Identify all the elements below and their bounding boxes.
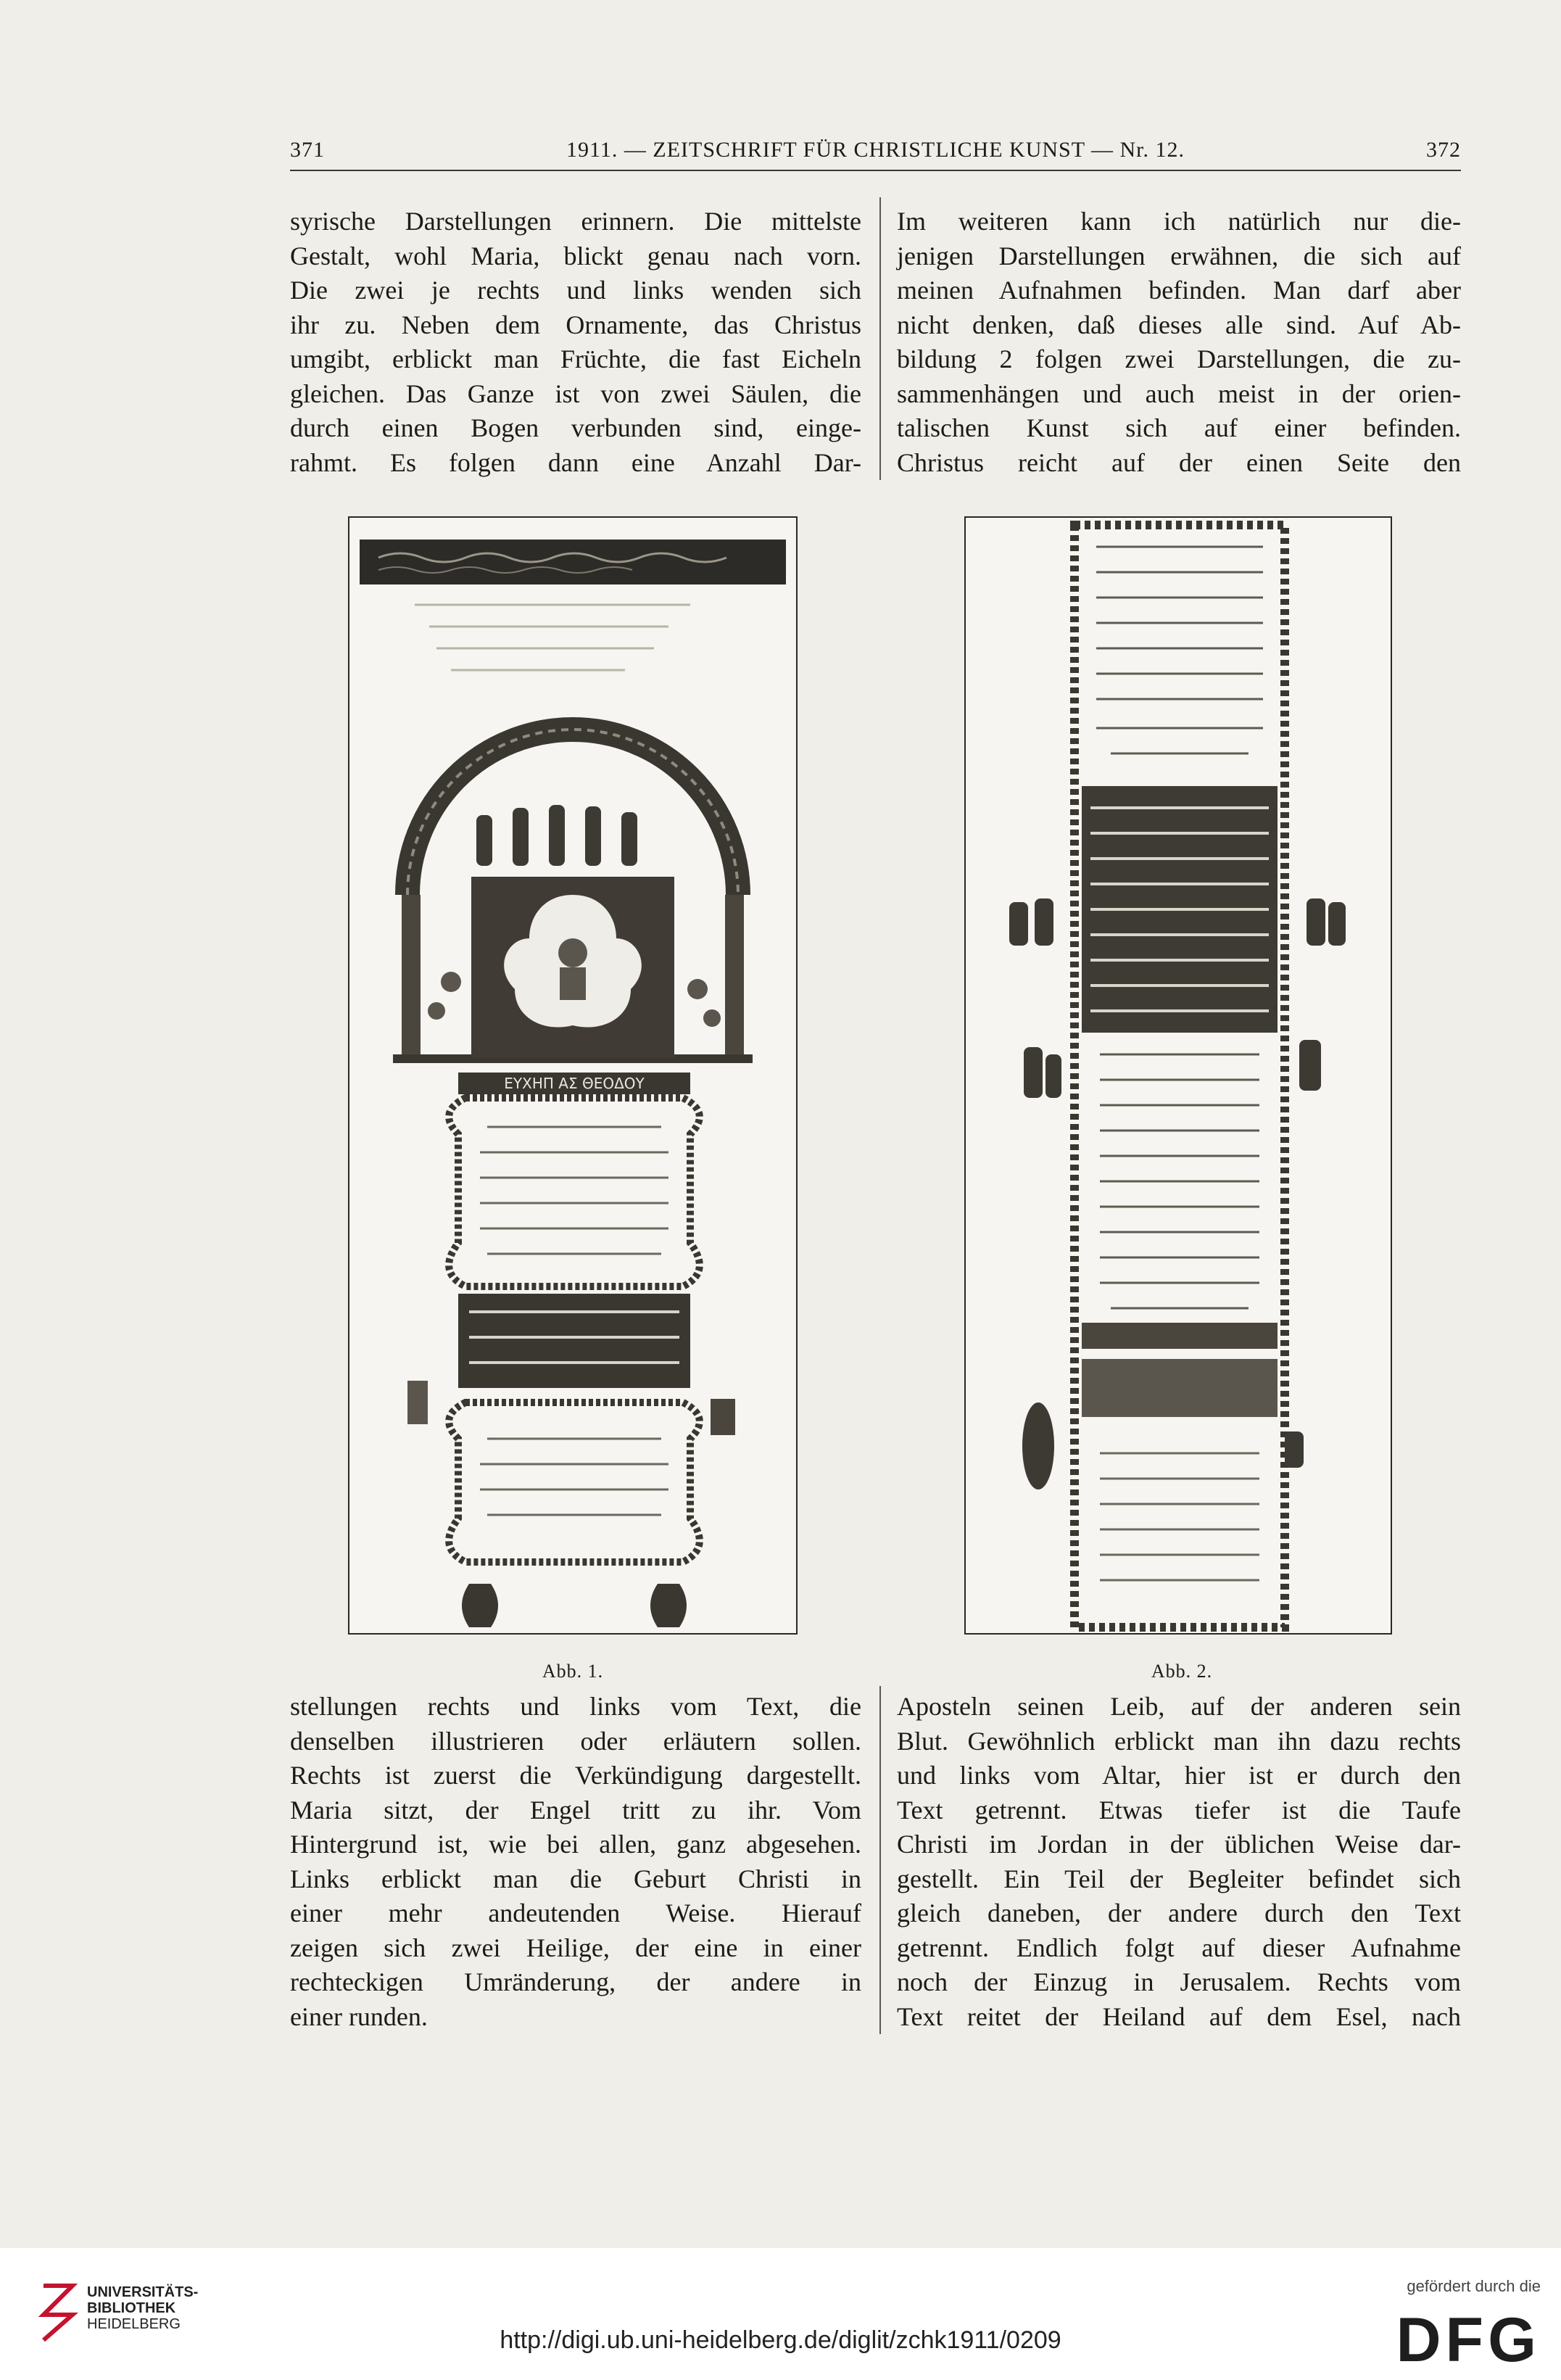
page-number-right: 372 (1426, 138, 1461, 162)
library-line: HEIDELBERG (87, 2316, 181, 2332)
text-line: zeigen sich zwei Heilige, der eine in einer (290, 1933, 861, 1962)
figure-abb-1 (348, 516, 798, 1635)
caption-abb-2: Abb. 2. (1151, 1661, 1213, 1682)
manuscript-plate-2 (966, 518, 1391, 1633)
text-line: Hintergrund ist, wie bei allen, ganz abgesehen. (290, 1830, 861, 1859)
manuscript-plate-1 (349, 518, 796, 1633)
text-line: Die zwei je rechts und links wenden sich (290, 276, 861, 305)
column-rule-lower (879, 1686, 881, 2034)
caption-abb-1: Abb. 1. (542, 1661, 604, 1682)
upper-right-column (897, 204, 1461, 480)
text-line: Christus reicht auf der einen Seite den (897, 447, 1461, 477)
upper-left-column (290, 204, 861, 480)
text-line: gestellt. Ein Teil der Begleiter befindet sich (897, 1864, 1461, 1893)
page-number-left: 371 (290, 138, 325, 162)
text-line: ihr zu. Neben dem Ornamente, das Christus (290, 310, 861, 339)
text-line: Text getrennt. Etwas tiefer ist die Taufe (897, 1795, 1461, 1825)
column-rule-upper (879, 197, 881, 480)
lower-right-column (897, 1690, 1461, 2034)
running-head (290, 138, 1461, 170)
text-line: Rechts ist zuerst die Verkündigung dargestellt. (290, 1761, 861, 1790)
university-library-name (87, 2284, 198, 2332)
text-line: stellungen rechts und links vom Text, die (290, 1692, 861, 1721)
text-line: Links erblickt man die Geburt Christi in (290, 1864, 861, 1893)
text-line: rechteckigen Umränderung, der andere in (290, 1967, 861, 1996)
journal-title: 1911. — ZEITSCHRIFT FÜR CHRISTLICHE KUNST — Nr. 12. (566, 138, 1185, 162)
lower-left-column (290, 1690, 861, 2034)
text-line: Maria sitzt, der Engel tritt zu ihr. Vom (290, 1795, 861, 1825)
text-line: gleichen. Das Ganze ist von zwei Säulen, die (290, 379, 861, 408)
text-line: Christi im Jordan in der üblichen Weise dar- (897, 1830, 1461, 1859)
text-line: gleich daneben, der andere durch den Text (897, 1898, 1461, 1927)
text-line: Gestalt, wohl Maria, blickt genau nach vorn. (290, 241, 861, 270)
text-line: einer mehr andeutenden Weise. Hierauf (290, 1898, 861, 1927)
dfg-logo: DFG (1396, 2305, 1541, 2375)
text-line: rahmt. Es folgen dann eine Anzahl Dar- (290, 447, 861, 477)
text-line: syrische Darstellungen erinnern. Die mittelste (290, 207, 861, 236)
text-line: Text reitet der Heiland auf dem Esel, nach (897, 2001, 1461, 2031)
text-line: umgibt, erblickt man Früchte, die fast Eicheln (290, 344, 861, 373)
text-line: jenigen Darstellungen erwähnen, die sich auf (897, 241, 1461, 270)
text-line: denselben illustrieren oder erläutern sollen. (290, 1726, 861, 1756)
text-line: noch der Einzug in Jerusalem. Rechts vom (897, 1967, 1461, 1996)
permalink-url[interactable]: http://digi.ub.uni-heidelberg.de/diglit/zchk1911/0209 (500, 2326, 1061, 2354)
library-line: BIBLIOTHEK (87, 2300, 176, 2316)
text-line: und links vom Altar, hier ist er durch den (897, 1761, 1461, 1790)
text-line: meinen Aufnahmen befinden. Man darf aber (897, 276, 1461, 305)
text-line: Im weiteren kann ich natürlich nur die- (897, 207, 1461, 236)
text-line: talischen Kunst sich auf einer befinden. (897, 413, 1461, 442)
digitization-footer (0, 2248, 1561, 2380)
text-line: getrennt. Endlich folgt auf dieser Aufnahme (897, 1933, 1461, 1962)
figure-abb-2 (964, 516, 1392, 1635)
text-line: Blut. Gewöhnlich erblickt man ihn dazu rechts (897, 1726, 1461, 1756)
text-line: durch einen Bogen verbunden sind, einge- (290, 413, 861, 442)
plate-label: ΕΥΧΗΠ ΑΣ ΘΕΟΔΟΥ (504, 1075, 645, 1092)
funding-note: gefördert durch die (1407, 2277, 1541, 2295)
text-line: einer runden. (290, 2001, 428, 2031)
library-line: UNIVERSITÄTS- (87, 2284, 199, 2300)
text-line: nicht denken, daß dieses alle sind. Auf Ab- (897, 310, 1461, 339)
header-rule (290, 170, 1461, 171)
text-line: Aposteln seinen Leib, auf der anderen sein (897, 1692, 1461, 1721)
text-line: sammenhängen und auch meist in der orien- (897, 379, 1461, 408)
text-line: bildung 2 folgen zwei Darstellungen, die zu- (897, 344, 1461, 373)
